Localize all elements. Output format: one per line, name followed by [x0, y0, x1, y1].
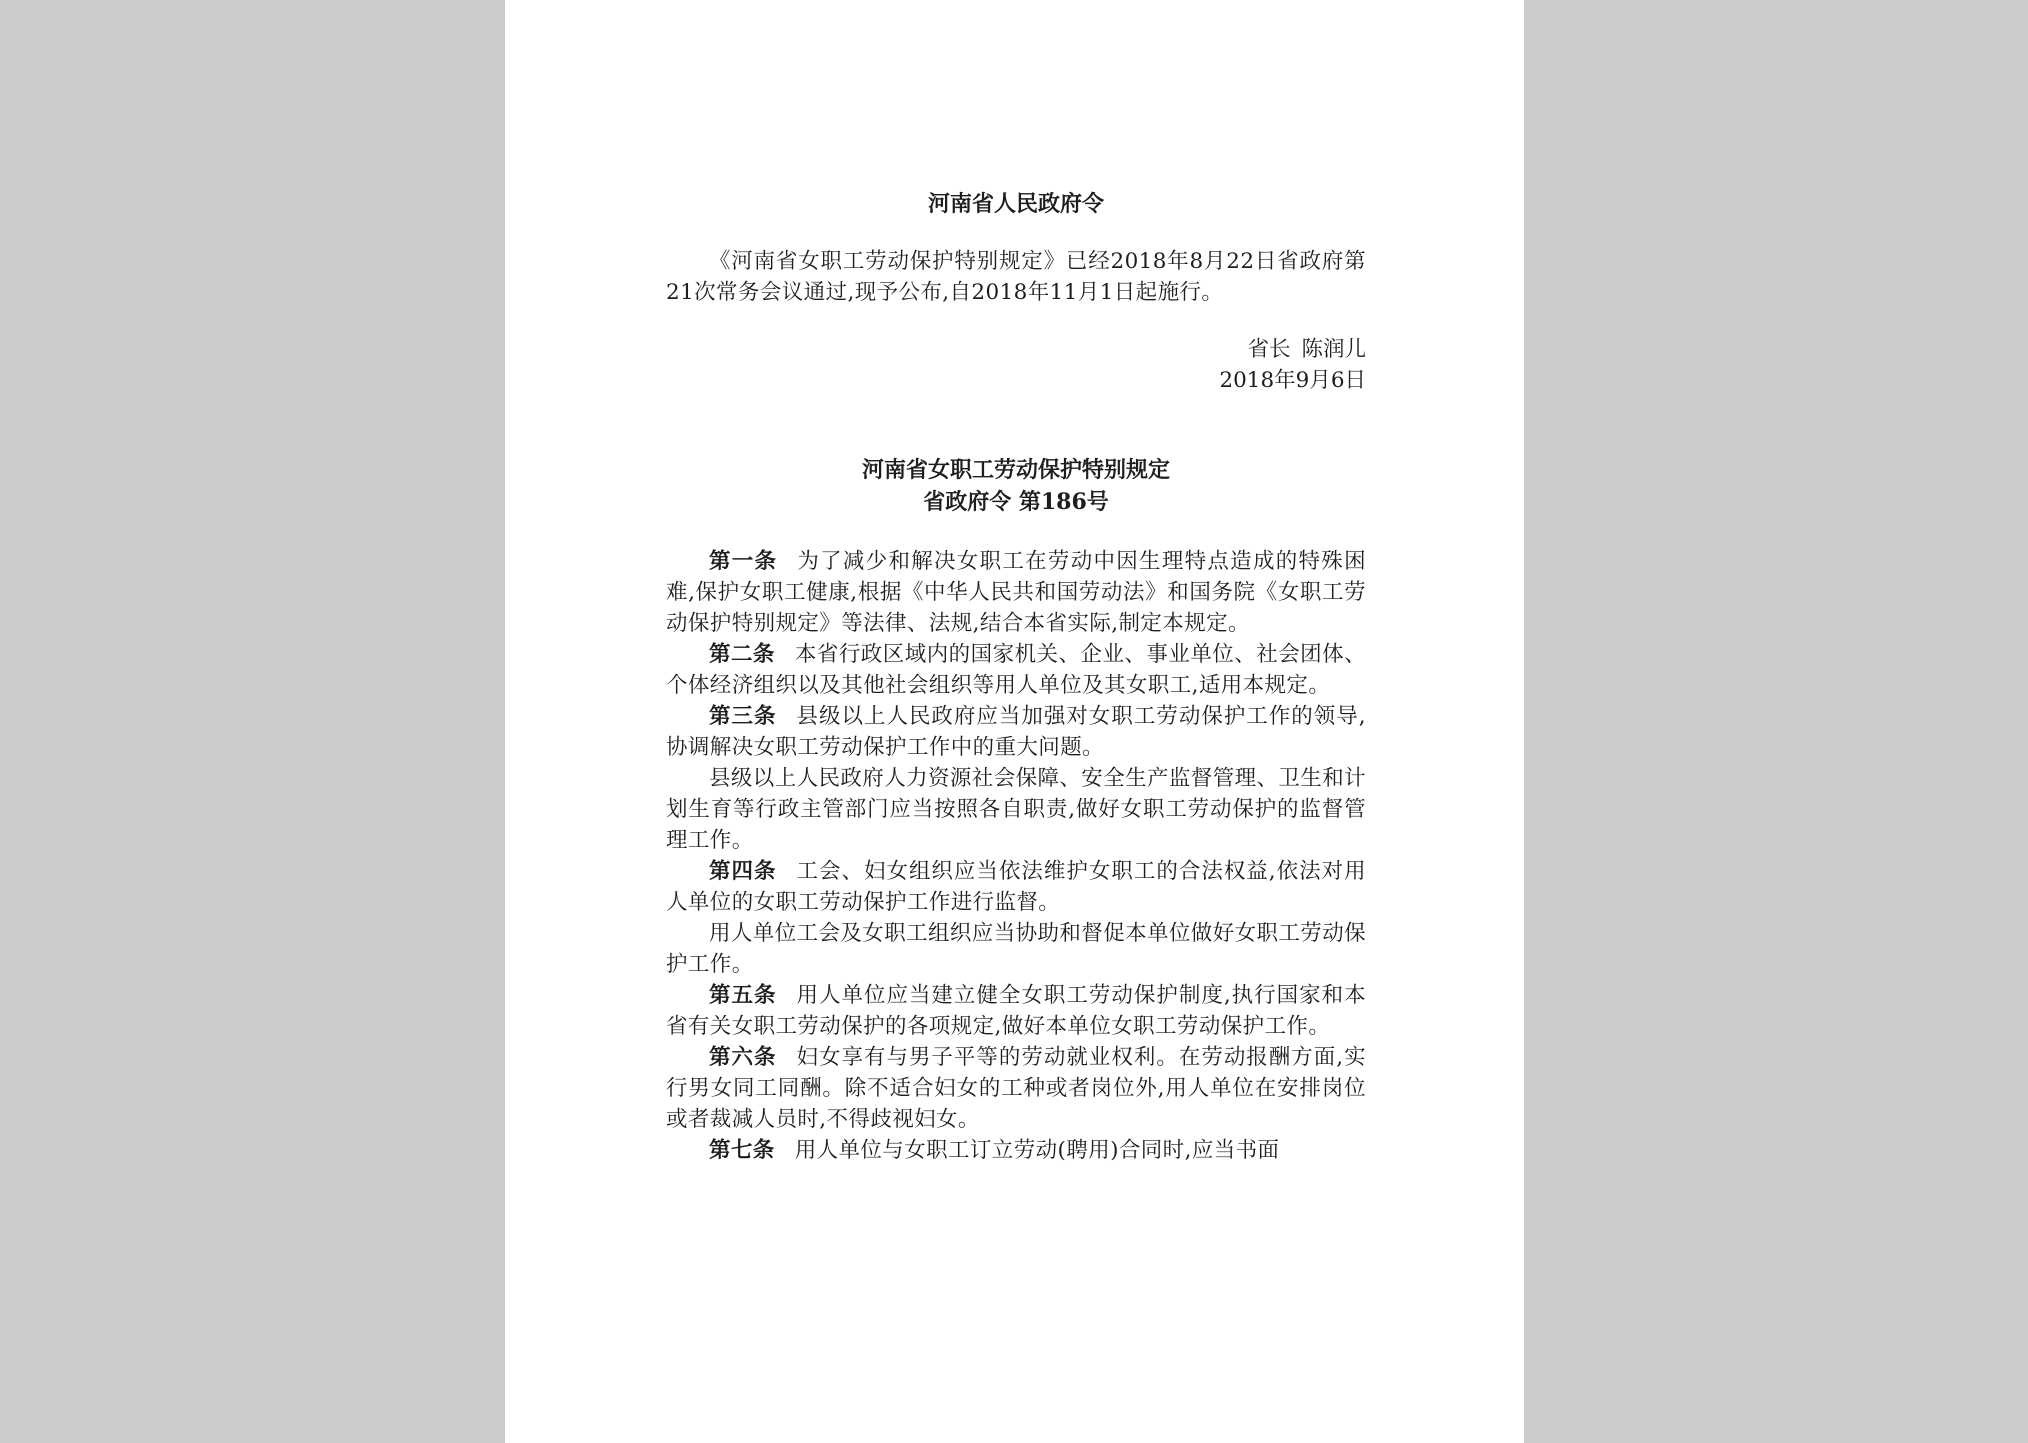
- article-number: 第五条: [709, 983, 777, 1008]
- article-number: 第三条: [709, 704, 777, 729]
- order-body: 《河南省女职工劳动保护特别规定》已经2018年8月22日省政府第21次常务会议通过,现予公布,自2018年11月1日起施行。: [666, 249, 1366, 305]
- signature-block: [666, 334, 1366, 396]
- order-date: 2018年9月6日: [1219, 368, 1366, 393]
- article-number: 第四条: [709, 859, 777, 884]
- article-number: 第七条: [709, 1138, 775, 1163]
- document-page: [505, 0, 1524, 1443]
- article-text: 工会、妇女组织应当依法维护女职工的合法权益,依法对用人单位的女职工劳动保护工作进行监督。: [666, 859, 1366, 915]
- regulation-header: [666, 454, 1366, 518]
- article-number: 第一条: [709, 549, 778, 574]
- article-5: [666, 980, 1366, 1042]
- article-3: [666, 701, 1366, 763]
- article-text: 用人单位应当建立健全女职工劳动保护制度,执行国家和本省有关女职工劳动保护的各项规定,做好本单位女职工劳动保护工作。: [666, 983, 1366, 1039]
- article-2: [666, 639, 1366, 701]
- article-number: 第六条: [709, 1045, 777, 1070]
- article-4-paragraph-2: 用人单位工会及女职工组织应当协助和督促本单位做好女职工劳动保护工作。: [666, 921, 1367, 977]
- order-title: 河南省人民政府令: [927, 191, 1104, 217]
- article-3-paragraph-2: 县级以上人民政府人力资源社会保障、安全生产监督管理、卫生和计划生育等行政主管部门应当按照各自职责,做好女职工劳动保护的监督管理工作。: [666, 766, 1367, 853]
- article-6: [666, 1042, 1366, 1135]
- signer-name: 陈润儿: [1301, 337, 1366, 362]
- article-list: [666, 546, 1366, 1166]
- article-text: 县级以上人民政府应当加强对女职工劳动保护工作的领导,协调解决女职工劳动保护工作中的重大问题。: [666, 704, 1366, 760]
- article-text: 用人单位与女职工订立劳动(聘用)合同时,应当书面: [794, 1138, 1280, 1163]
- regulation-order-number: 省政府令 第186号: [923, 489, 1109, 515]
- signer-role: 省长: [1247, 337, 1291, 362]
- signer-line: [666, 334, 1366, 365]
- document-content: [666, 188, 1366, 1166]
- article-4: [666, 856, 1366, 918]
- article-number: 第二条: [709, 642, 775, 667]
- article-7: [666, 1135, 1366, 1166]
- regulation-title: 河南省女职工劳动保护特别规定: [861, 457, 1170, 483]
- article-text: 妇女享有与男子平等的劳动就业权利。在劳动报酬方面,实行男女同工同酬。除不适合妇女的工种或者岗位外,用人单位在安排岗位或者裁减人员时,不得歧视妇女。: [666, 1045, 1366, 1132]
- article-text: 本省行政区域内的国家机关、企业、事业单位、社会团体、个体经济组织以及其他社会组织等用人单位及其女职工,适用本规定。: [666, 642, 1366, 698]
- article-text: 为了减少和解决女职工在劳动中因生理特点造成的特殊困难,保护女职工健康,根据《中华人民共和国劳动法》和国务院《女职工劳动保护特别规定》等法律、法规,结合本省实际,制定本规定。: [666, 549, 1366, 636]
- article-1: [666, 546, 1366, 639]
